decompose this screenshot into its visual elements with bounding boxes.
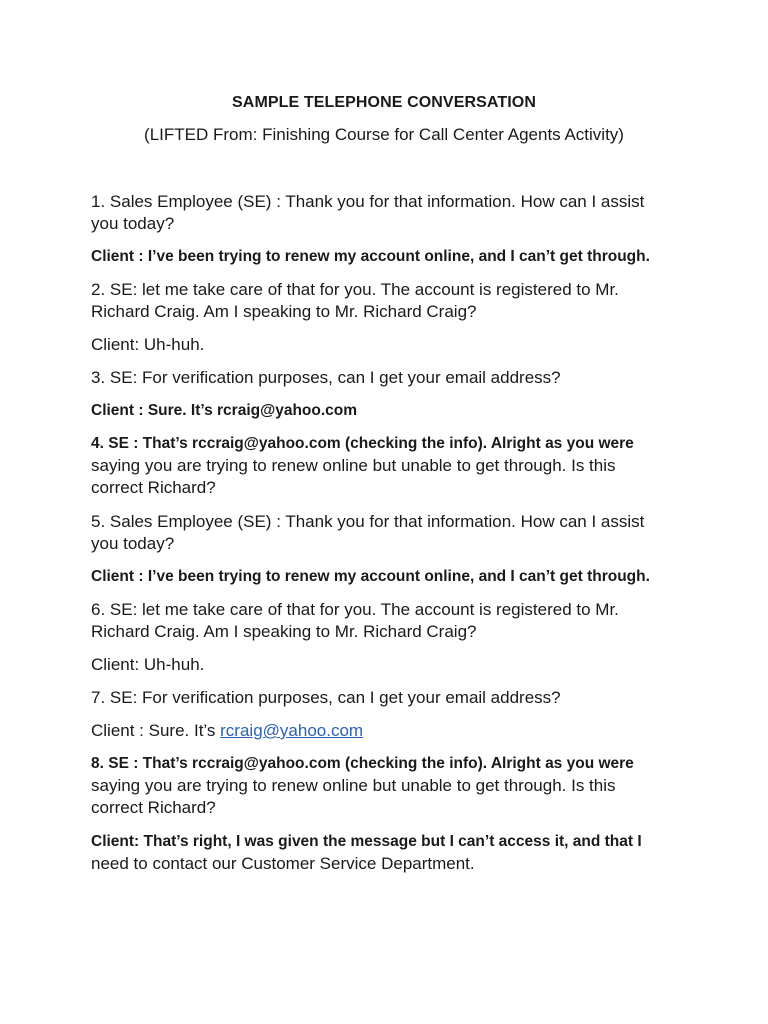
se-line-7: 7. SE: For verification purposes, can I get your email address? — [91, 688, 561, 707]
se-line-5-cont: you today? — [91, 534, 175, 553]
se-line-6: 6. SE: let me take care of that for you. The account is registered to Mr. — [91, 600, 619, 619]
client-line-7: Client: That’s right, I was given the message but I can’t access it, and that I — [91, 833, 642, 850]
se-line-1-cont: you today? — [91, 214, 175, 233]
se-line-4-cont-1: saying you are trying to renew online but unable to get through. Is this — [91, 456, 616, 475]
client-line-1: Client : I’ve been trying to renew my account online, and I can’t get through. — [91, 248, 650, 265]
se-line-8-cont-2: correct Richard? — [91, 798, 216, 817]
se-line-6-cont: Richard Craig. Am I speaking to Mr. Richard Craig? — [91, 622, 477, 641]
email-link[interactable]: rcraig@yahoo.com — [220, 721, 364, 740]
client-line-3: Client : Sure. It’s rcraig@yahoo.com — [91, 402, 358, 419]
se-line-1: 1. Sales Employee (SE) : Thank you for that information. How can I assist — [91, 192, 645, 211]
document-title: SAMPLE TELEPHONE CONVERSATION — [232, 94, 536, 111]
se-line-4: 4. SE : That’s rccraig@yahoo.com (checking the info). Alright as you were — [91, 435, 634, 452]
client-line-4: Client : I’ve been trying to renew my account online, and I can’t get through. — [91, 568, 650, 585]
se-line-2: 2. SE: let me take care of that for you. The account is registered to Mr. — [91, 280, 619, 299]
document-subtitle: (LIFTED From: Finishing Course for Call Center Agents Activity) — [144, 125, 624, 144]
client-line-6 — [91, 720, 363, 742]
se-line-8-cont-1: saying you are trying to renew online but unable to get through. Is this — [91, 776, 616, 795]
se-line-5: 5. Sales Employee (SE) : Thank you for that information. How can I assist — [91, 512, 645, 531]
client-line-7-cont: need to contact our Customer Service Department. — [91, 854, 475, 873]
se-line-3: 3. SE: For verification purposes, can I get your email address? — [91, 368, 561, 387]
se-line-4-cont-2: correct Richard? — [91, 478, 216, 497]
client-line-2: Client: Uh-huh. — [91, 335, 205, 354]
client-line-5: Client: Uh-huh. — [91, 655, 205, 674]
se-line-8: 8. SE : That’s rccraig@yahoo.com (checking the info). Alright as you were — [91, 755, 634, 772]
se-line-2-cont: Richard Craig. Am I speaking to Mr. Richard Craig? — [91, 302, 477, 321]
client-line-6-text: Client : Sure. It’s — [91, 721, 221, 740]
